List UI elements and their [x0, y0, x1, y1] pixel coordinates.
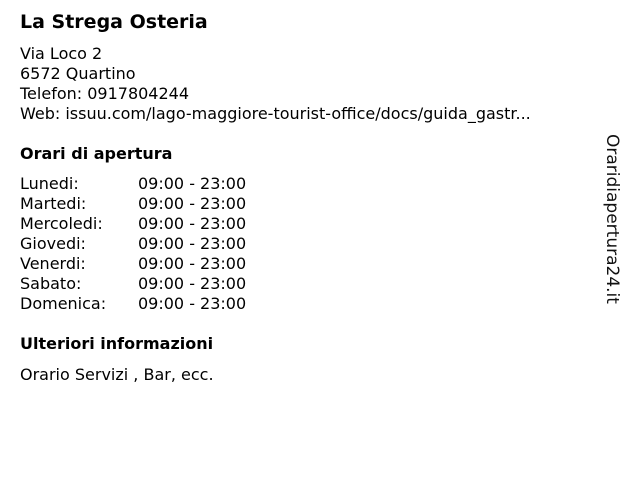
day-label: Martedi: — [20, 194, 87, 213]
additional-info-text: Orario Servizi , Bar, ecc. — [20, 365, 214, 384]
time-range: 09:00 - 23:00 — [138, 194, 247, 213]
business-name: La Strega Osteria — [20, 11, 208, 33]
day-label: Lunedi: — [20, 174, 79, 193]
time-range: 09:00 - 23:00 — [138, 174, 247, 193]
additional-info-heading: Ulteriori informazioni — [20, 334, 214, 353]
day-label: Mercoledi: — [20, 214, 103, 233]
street-address: Via Loco 2 — [20, 44, 103, 63]
opening-hours-heading: Orari di apertura — [20, 144, 173, 163]
time-range: 09:00 - 23:00 — [138, 294, 247, 313]
address-block — [20, 44, 531, 124]
hours-row-saturday — [20, 274, 246, 294]
opening-hours-table — [20, 174, 246, 314]
hours-row-sunday — [20, 294, 246, 314]
phone-number[interactable]: Telefon: 0917804244 — [20, 84, 190, 103]
website-link[interactable]: Web: issuu.com/lago-maggiore-tourist-office/docs/guida_gastr... — [20, 104, 531, 123]
city-address: 6572 Quartino — [20, 64, 136, 83]
day-label: Domenica: — [20, 294, 107, 313]
hours-row-wednesday — [20, 214, 246, 234]
hours-row-friday — [20, 254, 246, 274]
time-range: 09:00 - 23:00 — [138, 254, 247, 273]
day-label: Venerdi: — [20, 254, 86, 273]
hours-row-thursday — [20, 234, 246, 254]
hours-row-tuesday — [20, 194, 246, 214]
watermark-text: Oraridiapertura24.it — [602, 134, 622, 304]
day-label: Sabato: — [20, 274, 82, 293]
time-range: 09:00 - 23:00 — [138, 234, 247, 253]
time-range: 09:00 - 23:00 — [138, 214, 247, 233]
day-label: Giovedi: — [20, 234, 86, 253]
hours-row-monday — [20, 174, 246, 194]
site-watermark — [602, 134, 640, 314]
time-range: 09:00 - 23:00 — [138, 274, 247, 293]
